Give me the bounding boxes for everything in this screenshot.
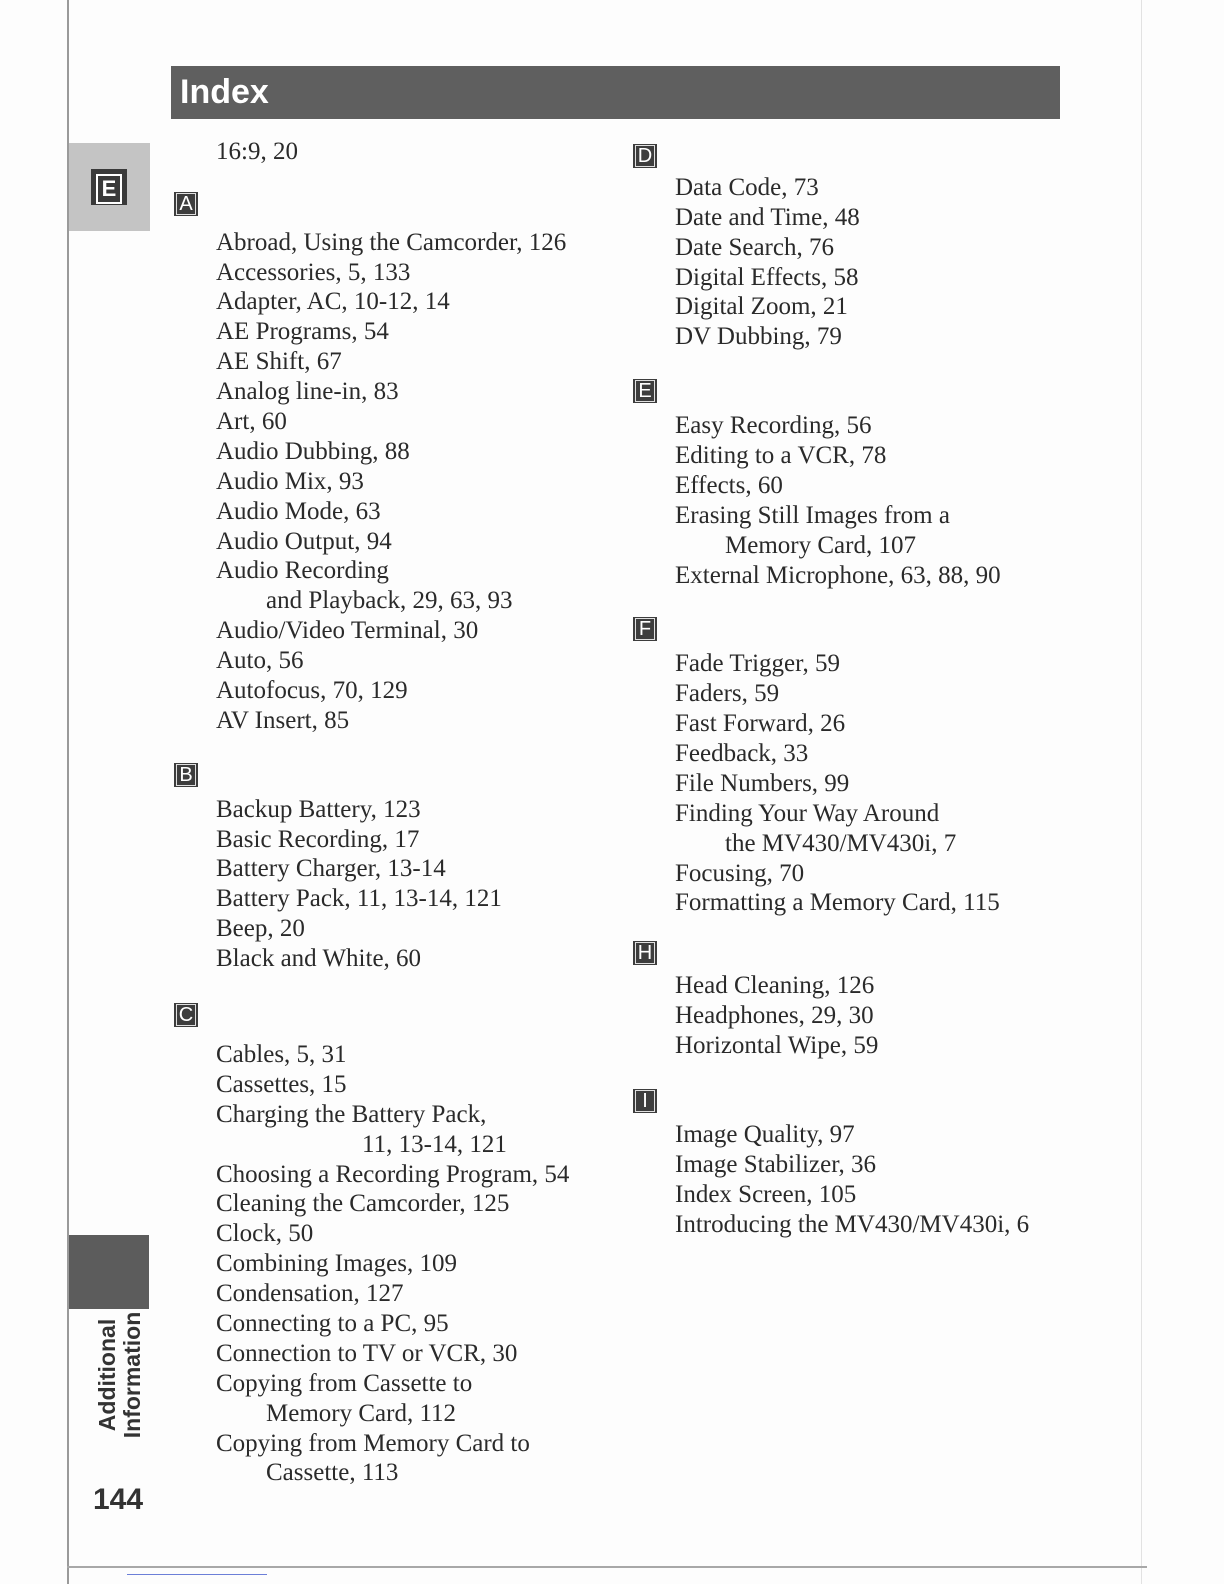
index-entry: Battery Pack, 11, 13-14, 121 [216, 885, 502, 913]
index-entry: Beep, 20 [216, 915, 305, 943]
index-entry: Date Search, 76 [675, 233, 834, 261]
language-badge-letter: E [96, 174, 122, 204]
letter-box: D [633, 144, 657, 168]
index-column-left [172, 137, 612, 1488]
index-entry: Condensation, 127 [216, 1280, 404, 1308]
index-entry: Image Stabilizer, 36 [675, 1150, 877, 1178]
index-entry: Data Code, 73 [675, 173, 819, 201]
index-entry-continued: and Playback, 29, 63, 93 [266, 587, 513, 615]
letter-box: I [633, 1089, 657, 1113]
bottom-link-underline [127, 1574, 267, 1575]
index-entry: Date and Time, 48 [675, 203, 860, 231]
index-header-bar [171, 66, 1060, 119]
index-entry: Connection to TV or VCR, 30 [216, 1339, 518, 1367]
index-entry: Easy Recording, 56 [675, 412, 872, 440]
page-title: Index [180, 73, 269, 111]
page-number: 144 [93, 1483, 144, 1516]
index-entry: Erasing Still Images from a [675, 501, 950, 529]
page-edge-bottom [67, 1566, 1147, 1568]
index-entry: Autofocus, 70, 129 [216, 677, 408, 705]
index-entry: Formatting a Memory Card, 115 [675, 889, 1000, 917]
index-entry: Audio Output, 94 [216, 527, 392, 555]
index-entry: Auto, 56 [216, 647, 304, 675]
index-entry: Charging the Battery Pack, [216, 1100, 487, 1128]
section-label-line1: Additional [94, 1318, 120, 1432]
letter-heading-a [172, 189, 612, 219]
index-entry: 16:9, 20 [216, 138, 298, 165]
index-entry: AV Insert, 85 [216, 706, 350, 734]
index-entry: Audio Dubbing, 88 [216, 437, 410, 465]
index-entry: Cables, 5, 31 [216, 1040, 347, 1068]
letter-heading-f [631, 614, 1071, 644]
index-entry: Connecting to a PC, 95 [216, 1309, 449, 1337]
index-entry: Focusing, 70 [675, 859, 805, 887]
index-entry-continued: the MV430/MV430i, 7 [725, 829, 957, 857]
index-entry: Accessories, 5, 133 [216, 258, 411, 286]
section-label [95, 1312, 145, 1439]
index-entry: Fast Forward, 26 [675, 710, 846, 738]
index-entry: Audio Recording [216, 557, 389, 585]
letter-box: H [633, 941, 657, 965]
index-entry: Cassettes, 15 [216, 1070, 347, 1098]
index-entry: Choosing a Recording Program, 54 [216, 1160, 570, 1188]
section-label-line2: Information [119, 1311, 145, 1439]
index-entry: Audio/Video Terminal, 30 [216, 617, 479, 645]
index-entry: Art, 60 [216, 408, 287, 436]
index-entry: Faders, 59 [675, 680, 780, 708]
index-entry: Copying from Cassette to [216, 1369, 473, 1397]
index-entry: Head Cleaning, 126 [675, 972, 875, 1000]
letter-heading-b [172, 760, 612, 790]
index-entry: Index Screen, 105 [675, 1180, 857, 1208]
index-column-right [631, 137, 1071, 1239]
page-edge-left [67, 0, 69, 1584]
index-entry: Fade Trigger, 59 [675, 650, 840, 678]
index-entry-continued: Cassette, 113 [266, 1459, 399, 1487]
index-entry: Clock, 50 [216, 1220, 314, 1248]
language-badge [91, 169, 127, 205]
index-entry: Basic Recording, 17 [216, 825, 420, 853]
letter-heading-c [172, 1000, 612, 1030]
letter-box: F [633, 617, 657, 641]
index-entry: Editing to a VCR, 78 [675, 442, 887, 470]
letter-box: E [633, 379, 657, 403]
index-entry: Effects, 60 [675, 471, 783, 499]
index-entry-continued: Memory Card, 107 [725, 531, 916, 559]
index-entry: Cleaning the Camcorder, 125 [216, 1190, 510, 1218]
index-entry: Copying from Memory Card to [216, 1429, 530, 1457]
language-tab [69, 143, 150, 231]
letter-box: A [174, 192, 198, 216]
index-entry: Battery Charger, 13-14 [216, 855, 446, 883]
letter-heading-e [631, 376, 1071, 406]
index-entry: Horizontal Wipe, 59 [675, 1032, 879, 1060]
index-entry: Digital Effects, 58 [675, 263, 859, 291]
index-entry: AE Programs, 54 [216, 318, 389, 346]
index-entry-continued: 11, 13-14, 121 [362, 1130, 507, 1158]
index-entry: DV Dubbing, 79 [675, 323, 842, 351]
index-entry: Feedback, 33 [675, 740, 809, 768]
index-entry: Introducing the MV430/MV430i, 6 [675, 1210, 1030, 1238]
index-entry: Finding Your Way Around [675, 799, 940, 827]
index-entry-continued: Memory Card, 112 [266, 1399, 457, 1427]
index-entry: Black and White, 60 [216, 945, 422, 973]
index-entry: Combining Images, 109 [216, 1250, 457, 1278]
index-entry: Adapter, AC, 10-12, 14 [216, 288, 450, 316]
section-marker-block [69, 1235, 149, 1309]
index-entry: Headphones, 29, 30 [675, 1002, 874, 1030]
letter-heading-i [631, 1086, 1071, 1116]
index-entry: AE Shift, 67 [216, 348, 342, 376]
letter-heading-d [631, 141, 1071, 171]
index-entry: File Numbers, 99 [675, 769, 850, 797]
index-entry: Audio Mix, 93 [216, 467, 364, 495]
index-entry: Audio Mode, 63 [216, 497, 381, 525]
letter-heading-h [631, 938, 1071, 968]
index-entry: Digital Zoom, 21 [675, 293, 848, 321]
letter-box: C [174, 1003, 198, 1027]
index-entry: External Microphone, 63, 88, 90 [675, 561, 1001, 589]
page-edge-right [1141, 0, 1142, 1584]
letter-box: B [174, 763, 198, 787]
index-entry: Analog line-in, 83 [216, 378, 399, 406]
index-entry: Backup Battery, 123 [216, 795, 421, 823]
index-entry: Image Quality, 97 [675, 1120, 855, 1148]
index-entry: Abroad, Using the Camcorder, 126 [216, 228, 567, 256]
